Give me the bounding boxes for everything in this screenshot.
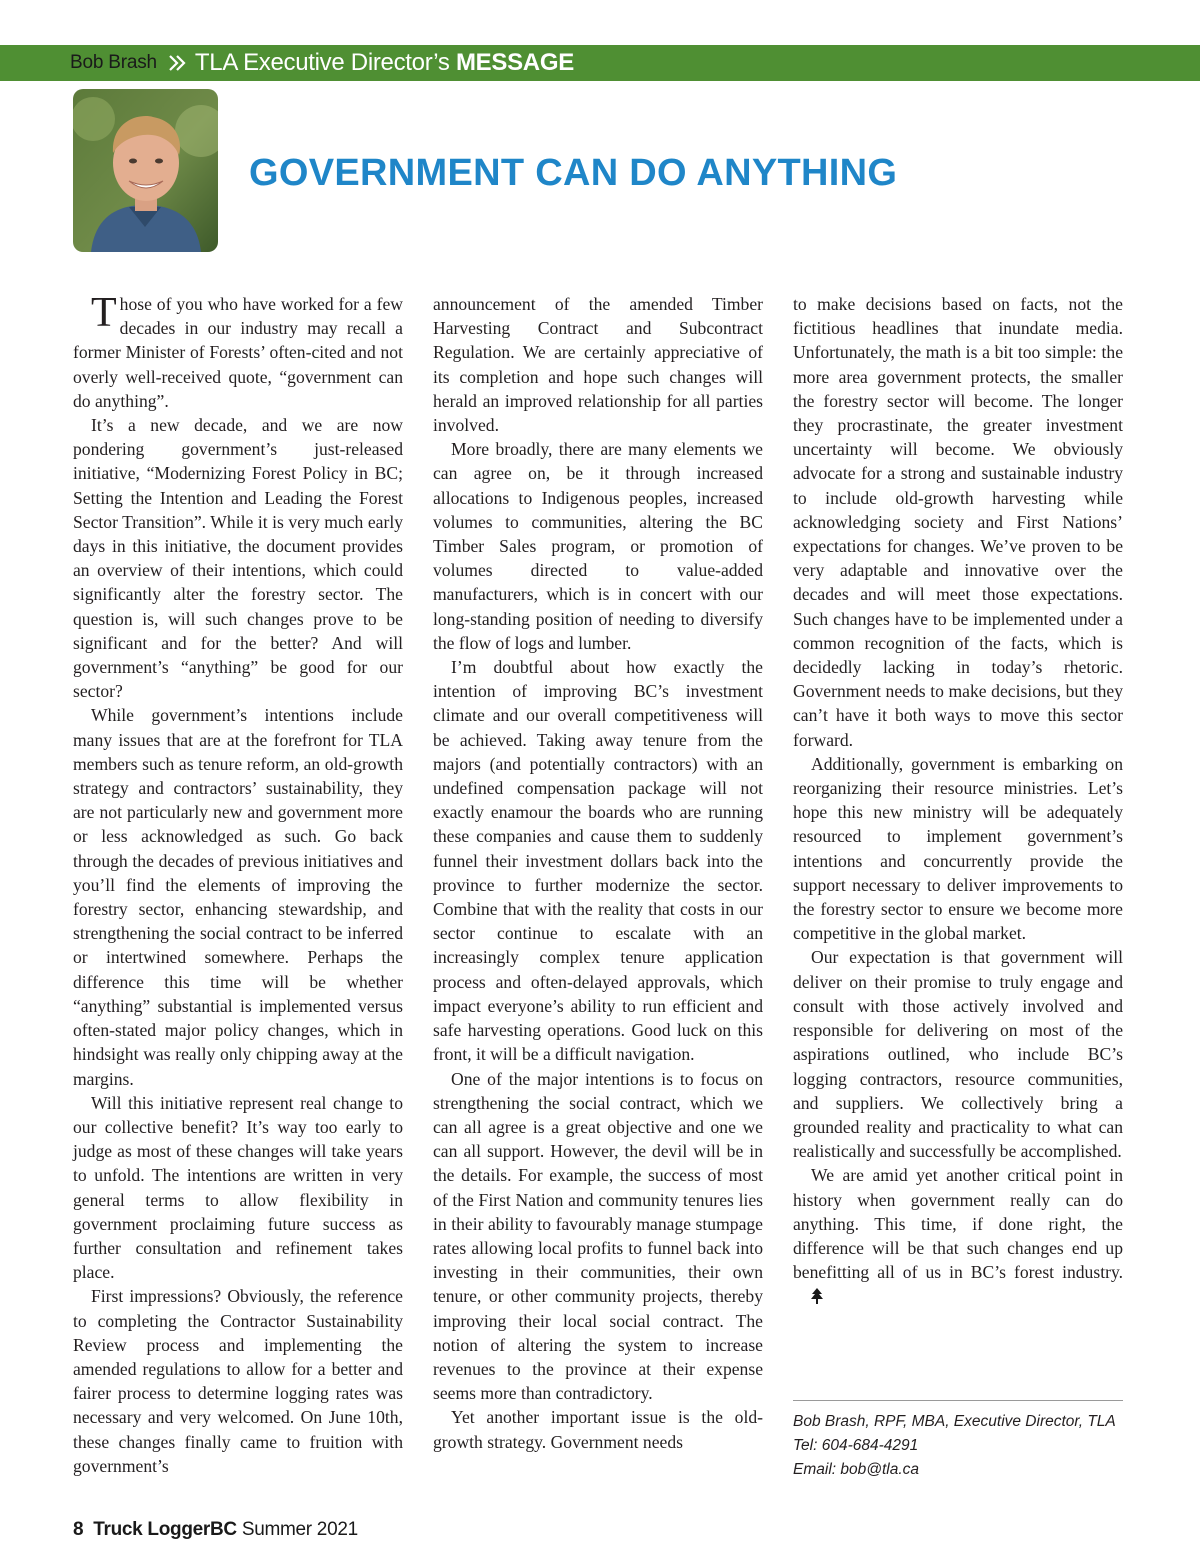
drop-cap: T bbox=[91, 290, 117, 336]
paragraph-text: hose of you who have worked for a few decades in our industry may recall a former Minister of Forests’ often-cited and not overly well-received quote, “government can do anything”. bbox=[73, 294, 403, 411]
paragraph: First impressions? Obviously, the reference to completing the Contractor Sustainability Review process and implementing the amended regulations to allow for a better and fairer process to determine logging rates was necessary and very welcomed. On June 10th, these changes finally came to fruition with government’s bbox=[73, 1286, 403, 1476]
header-author: Bob Brash bbox=[70, 52, 157, 73]
author-headshot-photo bbox=[73, 89, 218, 252]
author-signature-block bbox=[793, 1410, 1133, 1482]
article-column-2 bbox=[433, 292, 763, 1454]
signature-email: Email: bob@tla.ca bbox=[793, 1461, 920, 1478]
header-section-title-text: TLA Executive Director’s bbox=[194, 49, 456, 76]
issue-label: Summer 2021 bbox=[241, 1519, 358, 1540]
paragraph: More broadly, there are many elements we can agree on, be it through increased allocations to Indigenous peoples, increased volumes to communities, altering the BC Timber Sales program, or promotion of volumes directed to value-added manufacturers, which is in concert with our long-standing position of needing to diversify the flow of logs and lumber. bbox=[433, 439, 763, 653]
paragraph bbox=[73, 292, 403, 413]
article-column-3 bbox=[793, 292, 1123, 1311]
page-footer bbox=[73, 1519, 358, 1541]
paragraph: Our expectation is that government will deliver on their promise to truly engage and consult with those actively involved and responsible for delivering on most of the aspirations outlined, who include BC’s logging contractors, resource communities, and suppliers. We collectively bring a grounded reality and practicality to what can realistically and successfully be accomplished. bbox=[793, 947, 1123, 1162]
paragraph: While government’s intentions include many issues that are at the forefront for TLA members such as tenure reform, an old-growth strategy and contractors’ sustainability, they are not particularly new and government more or less acknowledged as such. Go back through the decades of previous initiatives and you’ll find the elements of improving the forestry sector, enhancing stewardship, and strengthening the social contract to be inferred or intertwined somewhere. Perhaps the difference this time will be whether “anything” substantial is implemented versus often-stated major policy changes, which in hindsight was really only chipping away at the margins. bbox=[73, 705, 403, 1089]
paragraph: It’s a new decade, and we are now pondering government’s just-released initiative, “Modernizing Forest Policy in BC; Setting the Intention and Leading the Forest Sector Transition”. While it is very much early days in this initiative, the document provides an overview of their intentions, which could significantly alter the forestry sector. The question is, will such changes prove to be significant and for the better? And will government’s “anything” be good for our sector? bbox=[73, 415, 403, 702]
paragraph bbox=[793, 1163, 1123, 1310]
tree-icon bbox=[793, 1286, 823, 1310]
signature-phone: Tel: 604-684-4291 bbox=[793, 1437, 919, 1454]
paragraph: I’m doubtful about how exactly the intention of improving BC’s investment climate and our overall competitiveness will be achieved. Taking away tenure from the majors (and potentially contractors) with an undefined compensation package will not exactly enamour the boards who are running these companies and cause them to suddenly funnel their investment dollars back into the province to further modernize the sector. Combine that with the reality that costs in our sector continue to escalate with an increasingly complex tenure application process and often-delayed approvals, which impact everyone’s ability to run efficient and safe harvesting operations. Good luck on this front, it will be a difficult navigation. bbox=[433, 657, 763, 1065]
header-section-title bbox=[195, 49, 574, 77]
section-header-bar bbox=[0, 45, 1200, 81]
article-title: GOVERNMENT CAN DO ANYTHING bbox=[249, 152, 898, 194]
paragraph: One of the major intentions is to focus on strengthening the social contract, which we can all agree is a great objective and one we can all support. However, the devil will be in the details. For example, the success of most of the First Nation and community tenures lies in their ability to favourably manage stumpage rates allowing local profits to funnel back into investing in their communities, their own tenure, or other community projects, thereby improving their local social contract. The notion of altering the system to increase revenues to the province at their expense seems more than contradictory. bbox=[433, 1068, 763, 1404]
header-section-emphasis: MESSAGE bbox=[455, 49, 574, 76]
paragraph: to make decisions based on facts, not the fictitious headlines that inundate media. Unfortunately, the math is a bit too simple: the more area government protects, the smaller the forestry sector will become. The longer they procrastinate, the greater investment uncertainty will become. We obviously advocate for a strong and sustainable industry to include old-growth harvesting while acknowledging society and First Nations’ expectations for changes. We’ve proven to be very adaptable and innovative over the decades and will meet those expectations. Such changes have to be implemented under a common recognition of the facts, which is decidedly lacking in today’s rhetoric. Government needs to make decisions, but they can’t have it both ways to move this sector forward. bbox=[793, 294, 1123, 750]
paragraph: Yet another important issue is the old-growth strategy. Government needs bbox=[433, 1407, 763, 1452]
page-number: 8 bbox=[73, 1519, 84, 1540]
double-chevron-right-icon bbox=[167, 53, 187, 73]
magazine-name: Truck LoggerBC bbox=[93, 1519, 237, 1540]
paragraph-text: We are amid yet another critical point in history when government really can do anything. This time, if done right, the difference will be that such changes end up benefitting all of us in BC’s forest industry. bbox=[793, 1165, 1123, 1283]
paragraph: announcement of the amended Timber Harvesting Contract and Subcontract Regulation. We are certainly appreciative of its completion and hope such changes will herald an improved relationship for all parties involved. bbox=[433, 294, 763, 436]
paragraph: Will this initiative represent real change to our collective benefit? It’s way too early to judge as most of these changes will take years to unfold. The intentions are written in very general terms to allow flexibility in government proclaiming future success as further consultation and refinement takes place. bbox=[73, 1092, 403, 1283]
article-column-1 bbox=[73, 292, 403, 1478]
signature-name: Bob Brash, RPF, MBA, Executive Director, TLA bbox=[793, 1413, 1116, 1430]
signature-divider bbox=[793, 1400, 1123, 1401]
paragraph: Additionally, government is embarking on reorganizing their resource ministries. Let’s hope this new ministry will be adequately resourced to implement government’s intentions and concurrently provide the support necessary to deliver improvements to the forestry sector to ensure we become more competitive in the global market. bbox=[793, 753, 1123, 944]
